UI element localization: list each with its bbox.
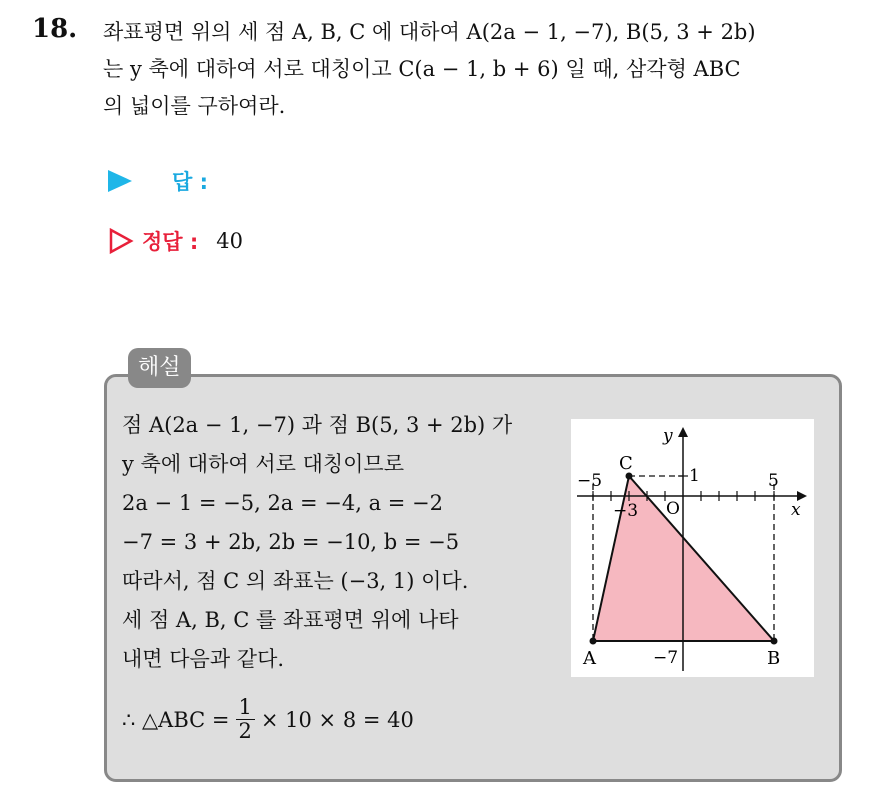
question-line-1: 좌표평면 위의 세 점 A, B, C 에 대하여 A(2a − 1, −7), B(5, 3 + 2b) [103, 20, 756, 44]
x-axis-label: x [791, 500, 801, 520]
point-a-label: A [583, 648, 596, 669]
solution-line-5: 따라서, 점 C 의 좌표는 (−3, 1) 이다. [122, 569, 469, 593]
solution-line-2: y 축에 대하여 서로 대칭이므로 [122, 452, 404, 476]
solution-tag: 해설 [128, 348, 191, 388]
point-b-label: B [767, 648, 781, 669]
answer-row [108, 166, 208, 196]
question-number: 18. [32, 14, 78, 44]
tick-label-neg7: −7 [653, 648, 679, 668]
conclusion-suffix: × 10 × 8 = 40 [260, 707, 414, 732]
tick-label-1: 1 [689, 466, 700, 486]
y-axis-label: y [663, 426, 673, 446]
tick-label-5: 5 [768, 471, 779, 491]
answer-label: 답 : [172, 170, 208, 194]
outline-play-icon [108, 228, 134, 254]
play-icon [108, 170, 132, 192]
point-a-dot [590, 638, 597, 645]
solution-line-3: 2a − 1 = −5, 2a = −4, a = −2 [122, 491, 443, 515]
question-text [103, 14, 873, 125]
point-c-label: C [619, 453, 633, 474]
question-line-2: 는 y 축에 대하여 서로 대칭이고 C(a − 1, b + 6) 일 때, 삼각형 ABC [103, 57, 741, 81]
conclusion-prefix: ∴ △ABC = [122, 707, 230, 732]
question-line-3: 의 넓이를 구하여라. [103, 94, 286, 118]
tick-label-neg3: −3 [613, 501, 639, 521]
y-axis-arrow [678, 427, 688, 437]
fraction [236, 696, 255, 743]
solution-line-4: −7 = 3 + 2b, 2b = −10, b = −5 [122, 530, 460, 554]
correct-answer-label: 정답 : [142, 230, 199, 254]
fraction-numerator: 1 [236, 696, 255, 720]
correct-answer-value: 40 [216, 229, 244, 253]
solution-text [122, 406, 512, 679]
tick-label-neg5: −5 [577, 471, 603, 491]
solution-conclusion [122, 696, 414, 743]
correct-answer-row [108, 226, 243, 256]
point-b-dot [771, 638, 778, 645]
fraction-denominator: 2 [238, 719, 252, 744]
origin-label: O [666, 499, 680, 519]
coordinate-graph [571, 419, 814, 677]
solution-line-1: 점 A(2a − 1, −7) 과 점 B(5, 3 + 2b) 가 [122, 413, 513, 437]
solution-line-7: 내면 다음과 같다. [122, 647, 285, 671]
graph-svg [571, 419, 814, 677]
solution-line-6: 세 점 A, B, C 를 좌표평면 위에 나타 [122, 608, 459, 632]
